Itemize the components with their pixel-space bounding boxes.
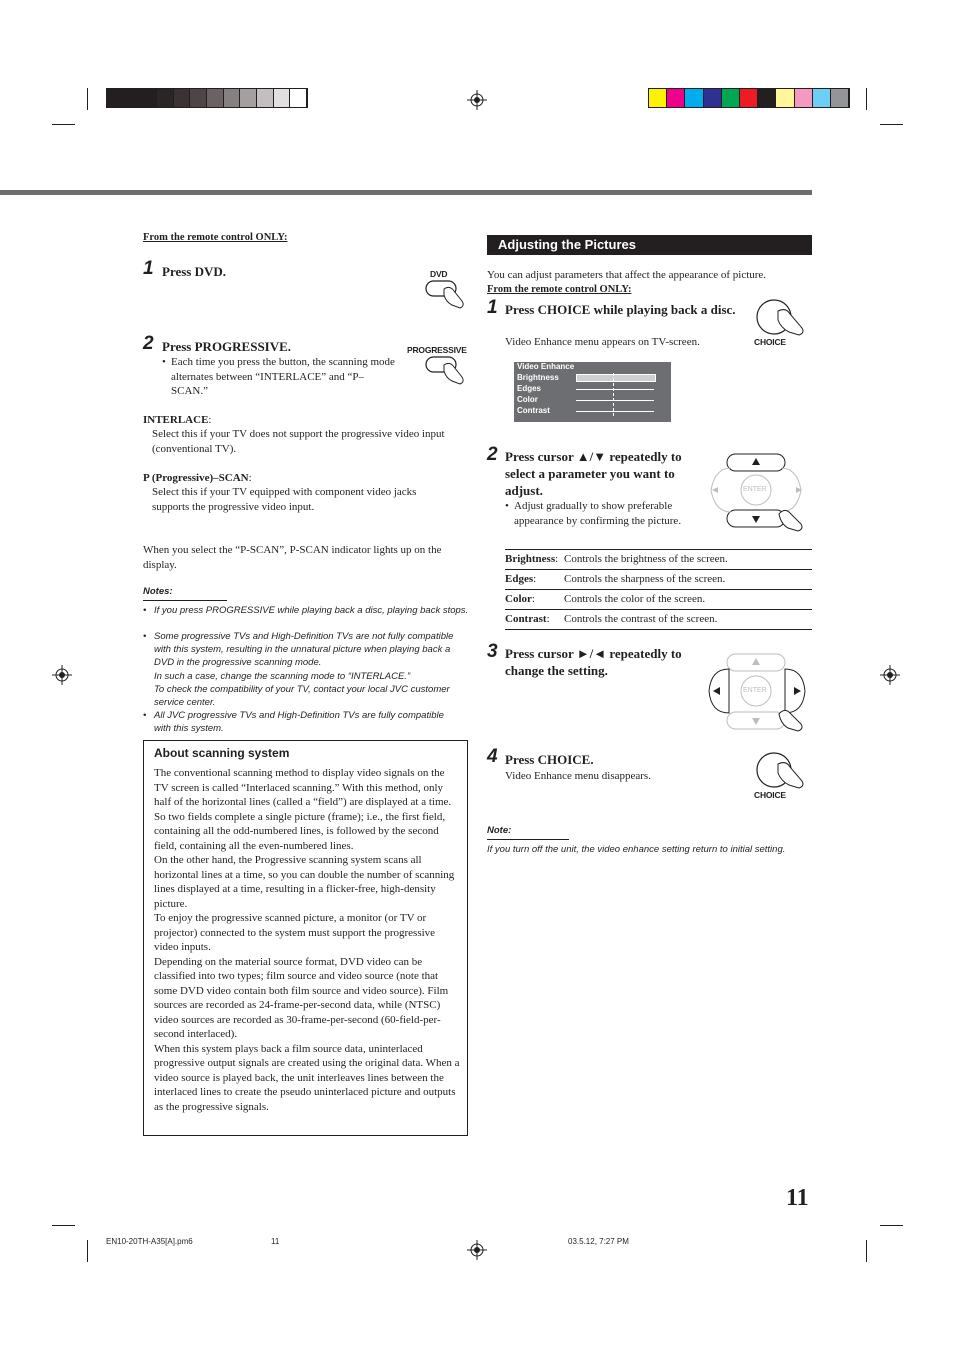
highlight-bar xyxy=(576,374,656,382)
header-rule xyxy=(0,190,812,195)
about-paragraph: The conventional scanning method to display video signals on the TV screen is called “Interlaced scanning.” With this method, only half of the horizontal lines (called a “field”) are displayed at a time. So two fields complete a single picture (frame); i.e., the first field, containing all the odd-numbered lines, is followed by the second field, containing all the even-numbered lines. xyxy=(154,767,452,852)
step-number: 1 xyxy=(143,258,154,279)
slider-track xyxy=(576,400,654,401)
bullet-dot: • xyxy=(505,500,509,512)
step-number: 3 xyxy=(487,641,498,662)
dvd-button-label: DVD xyxy=(430,269,448,279)
step-sub: Video Enhance menu disappears. xyxy=(505,770,651,782)
registration-target-icon xyxy=(467,1240,487,1260)
parameter-name-cell: Edges: xyxy=(505,570,564,590)
about-paragraph: To enjoy the progressive scanned picture, a monitor (or TV or projector) connected to the system must support the progressive video inputs. xyxy=(154,912,436,953)
step-text: change the setting. xyxy=(505,663,608,678)
parameter-description: Controls the color of the screen. xyxy=(564,590,812,610)
choice-button-icon xyxy=(752,297,812,339)
parameter-table xyxy=(505,549,812,630)
menu-title: Video Enhance xyxy=(517,362,575,371)
color-swatch xyxy=(274,89,291,107)
color-swatch xyxy=(174,89,191,107)
about-paragraph: Depending on the material source format, DVD video can be classified into two types; film source and video source (note that some DVD video contain both film source and video source). Film sources are recorded as 24-frame-per-second data, while (NTSC) video sources are recorded as 30-frame-per-second (60-field-per-second interlaced). xyxy=(154,955,449,1040)
color-swatch xyxy=(107,89,124,107)
progressive-button-label: PROGRESSIVE xyxy=(407,345,467,355)
note-item: All JVC progressive TVs and High-Definition TVs are fully compatible with this system. xyxy=(154,710,444,735)
color-swatch xyxy=(813,89,831,107)
indicator-note: When you select the “P-SCAN”, P-SCAN indicator lights up on the display. xyxy=(143,544,442,571)
notes-rule xyxy=(143,600,227,601)
note-item: To check the compatibility of your TV, contact your local JVC customer service center. xyxy=(154,684,450,709)
parameter-name: Color xyxy=(505,593,532,605)
note-rule xyxy=(487,839,569,840)
color-swatch xyxy=(776,89,794,107)
crop-mark xyxy=(52,1225,75,1226)
about-paragraph: On the other hand, the Progressive scanning system scans all horizontal lines at a time, so you can double the number of scanning lines displayed at a time, resulting in a flicker-free, high-density picture. xyxy=(154,854,455,910)
cursor-pad xyxy=(705,452,809,532)
note-title: Note: xyxy=(487,825,512,836)
step-text: select a parameter you want to xyxy=(505,466,675,481)
color-swatch xyxy=(795,89,813,107)
menu-item: Color xyxy=(517,395,538,404)
registration-target-icon xyxy=(52,665,72,685)
enter-label: ENTER xyxy=(743,486,767,493)
color-swatch xyxy=(190,89,207,107)
parameter-name: Brightness xyxy=(505,553,556,565)
remote-only-label: From the remote control ONLY: xyxy=(143,232,288,243)
crop-mark xyxy=(866,88,867,110)
color-swatch xyxy=(124,89,141,107)
parameter-row xyxy=(505,590,812,610)
color-swatch xyxy=(704,89,722,107)
footer-file: EN10-20TH-A35[A].pm6 xyxy=(106,1237,193,1246)
color-swatch xyxy=(240,89,257,107)
term: INTERLACE xyxy=(143,414,209,426)
crop-mark xyxy=(880,124,903,125)
registration-target-icon xyxy=(880,665,900,685)
crop-mark xyxy=(87,1240,88,1262)
choice-button-icon xyxy=(752,750,812,792)
enter-label: ENTER xyxy=(743,687,767,694)
parameter-description: Controls the contrast of the screen. xyxy=(564,610,812,630)
slider-track xyxy=(576,411,654,412)
choice-button-label: CHOICE xyxy=(754,790,786,800)
step-text: Press CHOICE while playing back a disc. xyxy=(505,302,736,317)
note-item: In such a case, change the scanning mode to “INTERLACE.” xyxy=(154,671,411,682)
color-bar-right xyxy=(648,88,850,108)
notes-title: Notes: xyxy=(143,586,173,597)
footer-date: 03.5.12, 7:27 PM xyxy=(568,1237,629,1246)
dvd-button-icon xyxy=(424,279,468,311)
color-swatch xyxy=(740,89,758,107)
slider-knob xyxy=(613,373,615,416)
parameter-name-cell: Brightness: xyxy=(505,550,564,570)
video-enhance-menu xyxy=(514,362,671,422)
parameter-description: Controls the brightness of the screen. xyxy=(564,550,812,570)
color-swatch xyxy=(667,89,685,107)
step-text: Press cursor ►/◄ repeatedly to xyxy=(505,646,682,661)
note-bullet: • xyxy=(143,710,147,721)
footer-page: 11 xyxy=(271,1237,280,1246)
term-description: Select this if your TV does not support the progressive video input (conventional TV). xyxy=(152,428,445,455)
menu-item: Brightness xyxy=(517,373,559,382)
intro-text: You can adjust parameters that affect the appearance of picture. xyxy=(487,269,767,281)
step-number: 2 xyxy=(487,444,498,465)
bullet-dot: • xyxy=(162,356,166,368)
step-text: Press CHOICE. xyxy=(505,752,594,767)
registration-target-icon xyxy=(467,90,487,110)
color-swatch xyxy=(157,89,174,107)
step-number: 4 xyxy=(487,746,498,767)
menu-item: Edges xyxy=(517,384,542,393)
color-swatch xyxy=(257,89,274,107)
parameter-row xyxy=(505,610,812,630)
step-text: Press cursor ▲/▼ repeatedly to xyxy=(505,449,682,464)
section-title: Adjusting the Pictures xyxy=(487,235,812,255)
color-swatch xyxy=(758,89,776,107)
note-item: If you press PROGRESSIVE while playing back a disc, playing back stops. xyxy=(154,605,469,616)
parameter-name: Edges xyxy=(505,573,534,585)
cursor-pad xyxy=(705,652,809,734)
progressive-button-icon xyxy=(424,355,468,387)
color-swatch xyxy=(649,89,667,107)
color-swatch xyxy=(140,89,157,107)
note-bullet: • xyxy=(143,605,147,616)
about-paragraph: When this system plays back a film source data, uninterlaced progressive output signals are created using the original data. When a video source is played back, the unit interleaves lines between the interlaced lines to create the pseudo uninterlaced picture and outputs as the progressive signals. xyxy=(154,1042,460,1113)
step-text: adjust. xyxy=(505,483,543,498)
note-item: Some progressive TVs and High-Definition TVs are not fully compatible with this system, resulting in the unnatural picture when playing back a DVD in the progressive scanning mode. xyxy=(154,631,454,669)
choice-button-label: CHOICE xyxy=(754,337,786,347)
parameter-row xyxy=(505,570,812,590)
term-heading: P (Progressive)–SCAN: xyxy=(143,472,252,484)
about-title: About scanning system xyxy=(154,746,290,760)
parameter-description: Controls the sharpness of the screen. xyxy=(564,570,812,590)
color-swatch xyxy=(831,89,849,107)
parameter-name: Contrast xyxy=(505,613,547,625)
step-bullet: Each time you press the button, the scanning mode alternates between “INTERLACE” and “P–SCAN.” xyxy=(171,356,395,397)
step-text: Press DVD. xyxy=(162,264,227,279)
note-bullet: • xyxy=(143,631,147,642)
step-bullet: Adjust gradually to show preferable appearance by confirming the picture. xyxy=(514,500,682,527)
crop-mark xyxy=(87,88,88,110)
color-bar-left xyxy=(106,88,308,108)
page-number: 11 xyxy=(786,1185,809,1211)
about-body xyxy=(154,766,461,1114)
crop-mark xyxy=(52,124,75,125)
term-description: Select this if your TV equipped with component video jacks supports the progressive video input. xyxy=(152,486,417,513)
color-swatch xyxy=(685,89,703,107)
crop-mark xyxy=(866,1240,867,1262)
parameter-name-cell: Color: xyxy=(505,590,564,610)
slider-track xyxy=(576,389,654,390)
menu-item: Contrast xyxy=(517,406,550,415)
step-text: Press PROGRESSIVE. xyxy=(162,339,292,354)
color-swatch xyxy=(290,89,307,107)
color-swatch xyxy=(722,89,740,107)
parameter-name-cell: Contrast: xyxy=(505,610,564,630)
note-item: If you turn off the unit, the video enhance setting return to initial setting. xyxy=(487,844,786,855)
step-number: 2 xyxy=(143,333,154,354)
term-heading: INTERLACE: xyxy=(143,414,212,426)
step-number: 1 xyxy=(487,297,498,318)
term: P (Progressive)–SCAN xyxy=(143,472,249,484)
crop-mark xyxy=(880,1225,903,1226)
color-swatch xyxy=(207,89,224,107)
step-sub: Video Enhance menu appears on TV-screen. xyxy=(505,336,700,348)
parameter-row xyxy=(505,550,812,570)
color-swatch xyxy=(224,89,241,107)
about-box xyxy=(143,740,468,1136)
remote-only-label: From the remote control ONLY: xyxy=(487,284,632,295)
